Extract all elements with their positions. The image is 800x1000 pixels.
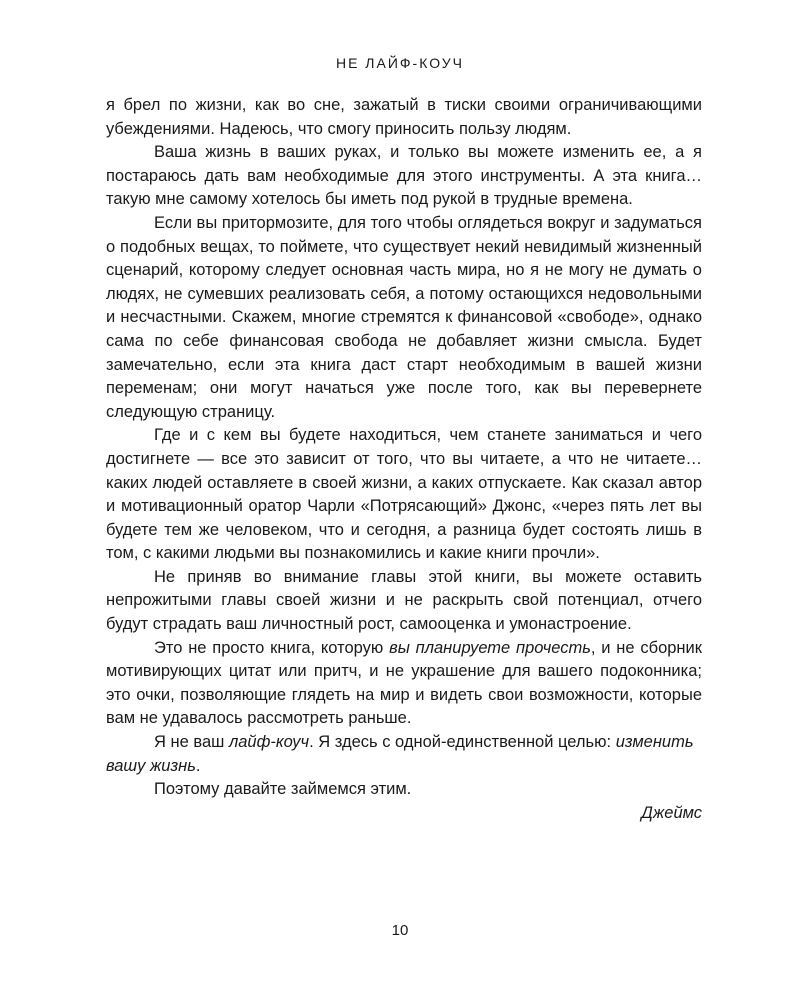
paragraph-2: Ваша жизнь в ваших руках, и только вы можете изменить ее, а я постараюсь дать вам необходимые для этого инструменты. А эта книга… такую мне самому хотелось бы иметь под рукой в трудные времена. [106, 143, 702, 209]
paragraph-6-text-end: , и не сборник мотивирующих цитат или притч, и не украшение для вашего подоконника; это очки, позволяющие глядеть на мир и видеть свои возможности, которые вам не удавалось рассмотреть раньше. [106, 638, 702, 728]
paragraph-1: я брел по жизни, как во сне, зажатый в тиски своими ограничивающими убеждениями. Надеюсь, что смогу приносить пользу людям. [106, 96, 702, 138]
body-text [106, 94, 702, 825]
paragraph-7-italic-life-coach: лайф-коуч [228, 733, 310, 752]
paragraph-4: Где и с кем вы будете находиться, чем станете заниматься и чего достигнете — все это зависит от того, что вы читаете, а что не читаете… каких людей оставляете в своей жизни, а каких отпускаете. Как сказал автор и мотивационный оратор Чарли «Потрясающий» Джонс, «через пять лет вы будете тем же человеком, что и сегодня, а разница будет состоять лишь в том, с какими людьми вы познакомились и какие книги прочли». [106, 426, 702, 563]
paragraph-6 [106, 637, 702, 731]
paragraph-6-italic: вы планируете прочесть [389, 638, 591, 657]
paragraph-7-text-middle: . Я здесь с одной-единственной целью: [309, 733, 616, 752]
running-header: НЕ ЛАЙФ-КОУЧ [335, 55, 465, 71]
page-number: 10 [391, 922, 409, 939]
paragraph-7 [106, 731, 702, 778]
author-signature: Джеймс [641, 803, 702, 822]
paragraph-8: Поэтому давайте займемся этим. [154, 780, 412, 799]
paragraph-7-italic-change-life: изменить вашу жизнь [106, 733, 694, 775]
paragraph-3: Если вы притормозите, для того чтобы оглядеться вокруг и задуматься о подобных вещах, то поймете, что существует некий невидимый жизненный сценарий, которому следует основная часть мира, но я не могу не думать о людях, не сумевших реализовать себя, а потому остающихся недовольными и несчастными. Скажем, многие стремятся к финансовой «свободе», однако сама по себе финансовая свобода не добавляет жизни смысла. Будет замечательно, если эта книга даст старт необходимым в вашей жизни переменам; они могут начаться уже после того, как вы перевернете следующую страницу. [106, 213, 702, 421]
paragraph-5: Не приняв во внимание главы этой книги, вы можете оставить непрожитыми главы своей жизни и не раскрыть свой потенциал, отчего будут страдать ваш личностный рост, самооценка и умонастроение. [106, 567, 702, 634]
paragraph-7-text-start: Я не ваш [154, 733, 229, 752]
paragraph-6-text-start: Это не просто книга, которую [154, 638, 390, 657]
paragraph-7-text-end: . [195, 756, 201, 775]
